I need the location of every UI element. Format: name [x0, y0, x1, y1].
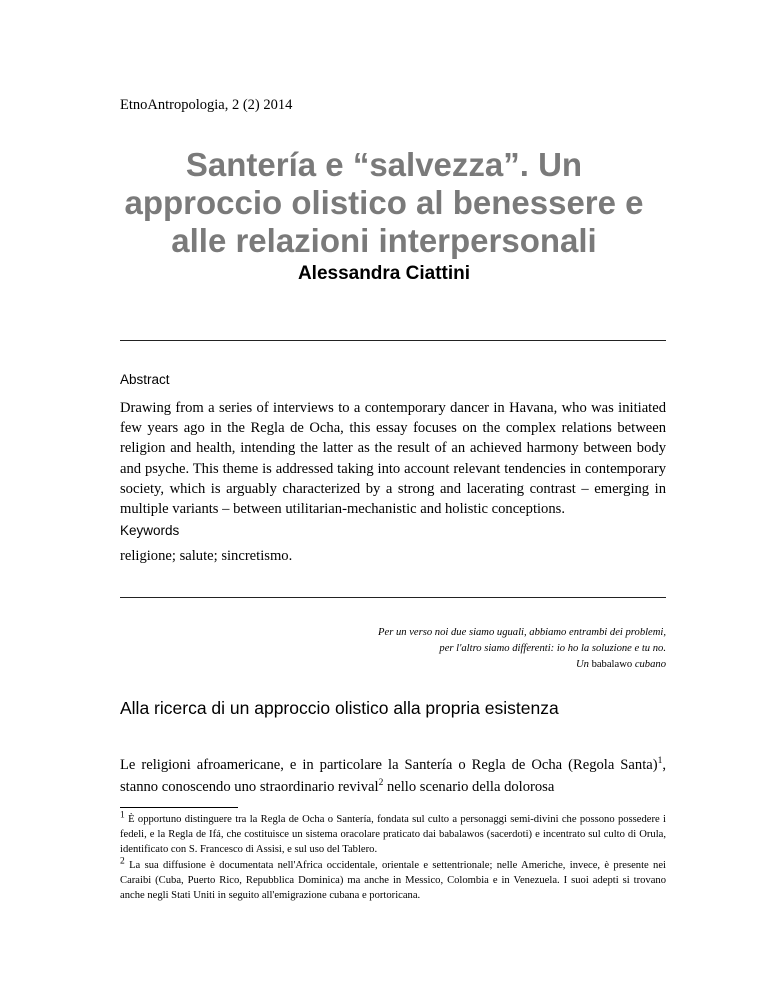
footnote-separator — [120, 807, 238, 808]
abstract-label: Abstract — [120, 372, 170, 387]
footnotes — [120, 812, 666, 903]
epigraph-source-babalawo: babalawo — [591, 659, 633, 670]
body-part-3: nello scenario della dolorosa — [383, 779, 555, 795]
footnote-2 — [120, 858, 666, 904]
footnote-ref-1[interactable]: 1 — [657, 756, 663, 767]
epigraph-source-cubano: cubano — [634, 659, 666, 670]
epigraph-source-un: Un — [575, 659, 589, 670]
footnote-2-text: La sua diffusione è documentata nell'Africa occidentale, orientale e settentrionale; nelle Americhe, invece, è presente nei Caraibi (Cuba, Puerto Rico, Repubblica Dominica) ma anche in Messico, Colombia e in Venezuela. I suoi adepti si trovano anche negli Stati Uniti in seguito all'emigrazione cubana e portoricana. — [120, 859, 666, 902]
epigraph — [246, 625, 666, 656]
footnote-1-text: È opportuno distinguere tra la Regla de Ocha o Santería, fondata sul culto a personaggi semi-divini che possono possedere i fedeli, e la Regla de Ifá, che costituisce un sistema oracolare praticato dai babalawos (sacerdoti) e incentrato sul culto di Orula, identificato con S. Francesco di Assisi, e sul uso del Tablero. — [120, 814, 666, 856]
epigraph-line-1: Per un verso noi due siamo uguali, abbiamo entrambi dei problemi, — [378, 627, 666, 638]
body-paragraph — [120, 754, 666, 798]
footnote-2-number: 2 — [120, 856, 125, 867]
abstract-text: Drawing from a series of interviews to a contemporary dancer in Havana, who was initiated few years ago in the Regla de Ocha, this essay focuses on the complex relations between religion and health, intending the latter as the result of an achieved harmony between body and psyche. This theme is addressed taking into account relevant tendencies in contemporary society, which is arguably characterized by a strong and lacerating contrast – emerging in multiple variants – between utilitarian-mechanistic and holistic conceptions. — [120, 400, 666, 518]
bottom-divider — [120, 597, 666, 598]
epigraph-line-2: per l'altro siamo differenti: io ho la soluzione e tu no. — [439, 642, 666, 654]
top-divider — [120, 340, 666, 341]
keywords-label: Keywords — [120, 523, 180, 538]
footnote-1-number: 1 — [120, 810, 125, 821]
epigraph-source — [576, 659, 666, 670]
body-part-1: Le religioni afroamericane, e in particolare la Santería o Regla de Ocha (Regola Santa) — [120, 757, 658, 773]
footnote-ref-2[interactable]: 2 — [378, 778, 384, 789]
section-heading: Alla ricerca di un approccio olistico alla propria esistenza — [120, 698, 559, 718]
article-title: Santería e “salvezza”. Un approccio olistico al benessere e alle relazioni interpersonali — [124, 146, 644, 259]
footnote-1 — [120, 812, 666, 858]
journal-citation: EtnoAntropologia, 2 (2) 2014 — [120, 97, 293, 113]
article-author: Alessandra Ciattini — [297, 263, 471, 284]
keywords-text: religione; salute; sincretismo. — [120, 548, 293, 564]
body-part-2: , stanno conoscendo uno straordinario revival — [120, 757, 666, 795]
